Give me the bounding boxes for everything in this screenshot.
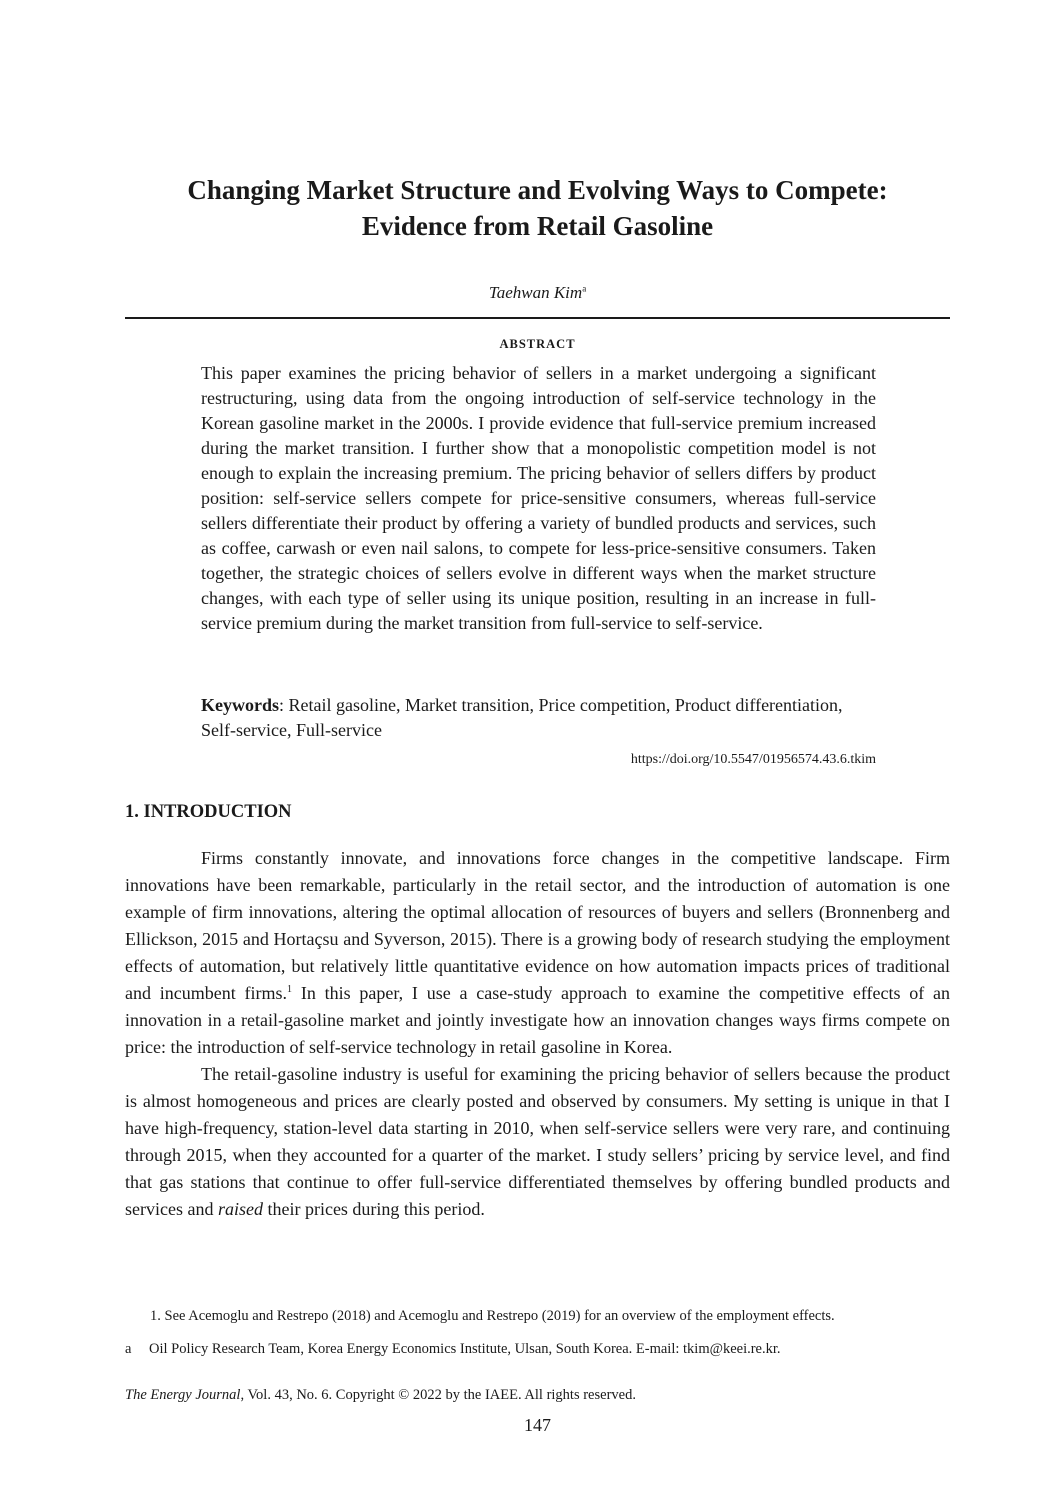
keywords — [201, 693, 876, 743]
footnote-affiliation-mark: a — [125, 1341, 132, 1357]
intro-paragraph-2 — [125, 1061, 950, 1223]
page-number: 147 — [524, 1415, 551, 1435]
intro-p1-text-a: Firms constantly innovate, and innovations force changes in the competitive landscape. Firm innovations have been remarkable, particularly in the retail sector, and the introduction of automation is one example of firm innovations, altering the optimal allocation of resources of buyers and sellers (Bronnenberg and Ellickson, 2015 and Hortaçsu and Syverson, 2015). There is a growing body of research studying the employment effects of automation, but relatively little quantitative evidence on how automation impacts prices of traditional and incumbent firms. — [125, 848, 950, 1003]
footnote-ref-1[interactable]: 1 — [287, 984, 293, 995]
intro-p1-text-b: In this paper, I use a case-study approach to examine the competitive effects of an innovation in a retail-gasoline market and jointly investigate how an innovation changes ways firms compete on price: the introduction of self-service technology in retail gasoline in Korea. — [125, 983, 951, 1057]
title-line-1: Changing Market Structure and Evolving Ways to Compete: — [187, 175, 888, 205]
keywords-label: Keywords — [201, 695, 279, 715]
intro-p2-text-b: their prices during this period. — [262, 1199, 485, 1219]
intro-paragraph-1 — [125, 845, 950, 1061]
intro-p2-text-a: The retail-gasoline industry is useful for examining the pricing behavior of sellers because the product is almost homogeneous and prices are clearly posted and observed by consumers. My setting is unique in that I have high-frequency, station-level data starting in 2010, when self-service sellers were very rare, and continuing through 2015, when they accounted for a quarter of the market. I study sellers’ pricing by service level, and find that gas stations that continue to offer full-service differentiated themselves by offering bundled products and services and — [125, 1064, 950, 1219]
journal-details: , Vol. 43, No. 6. Copyright © 2022 by the IAEE. All rights reserved. — [240, 1387, 636, 1403]
keywords-list: : Retail gasoline, Market transition, Price competition, Product differentiation, Self-service, Full-service — [201, 695, 843, 740]
doi-link[interactable]: https://doi.org/10.5547/01956574.43.6.tkim — [630, 752, 876, 767]
journal-copyright — [125, 1387, 950, 1404]
journal-name: The Energy Journal — [125, 1387, 241, 1403]
section-heading-introduction: 1. INTRODUCTION — [125, 802, 292, 822]
title-divider — [125, 317, 950, 319]
title-line-2: Evidence from Retail Gasoline — [361, 211, 714, 241]
abstract-text: This paper examines the pricing behavior of sellers in a market undergoing a significant restructuring, using data from the ongoing introduction of self-service technology in the Korean gasoline market in the 2000s. I provide evidence that full-service premium increased during the market transition. I further show that a monopolistic competition model is not enough to explain the increasing premium. The pricing behavior of sellers differs by product position: self-service sellers compete for price-sensitive consumers, whereas full-service sellers differentiate their product by offering a variety of bundled products and services, such as coffee, carwash or even nail salons, to compete for less-price-sensitive consumers. Taken together, the strategic choices of sellers evolve in different ways when the market structure changes, with each type of seller using its unique position, resulting in an increase in full-service premium during the market transition from full-service to self-service. — [201, 363, 876, 633]
abstract-heading: ABSTRACT — [499, 337, 576, 351]
intro-p2-emphasis: raised — [217, 1199, 263, 1219]
author-line — [125, 283, 950, 303]
introduction-body — [125, 845, 950, 1223]
footnote-affiliation-text: Oil Policy Research Team, Korea Energy Economics Institute, Ulsan, South Korea. E-mail: tkim@keei.re.kr. — [149, 1341, 781, 1357]
author-name: Taehwan Kim — [488, 283, 583, 302]
paper-title — [125, 172, 950, 244]
author-affiliation-mark: a — [582, 283, 587, 294]
footnote-1: 1. See Acemoglu and Restrepo (2018) and Acemoglu and Restrepo (2019) for an overview of the employment effects. — [150, 1308, 835, 1324]
footnote-affiliation — [125, 1341, 950, 1358]
